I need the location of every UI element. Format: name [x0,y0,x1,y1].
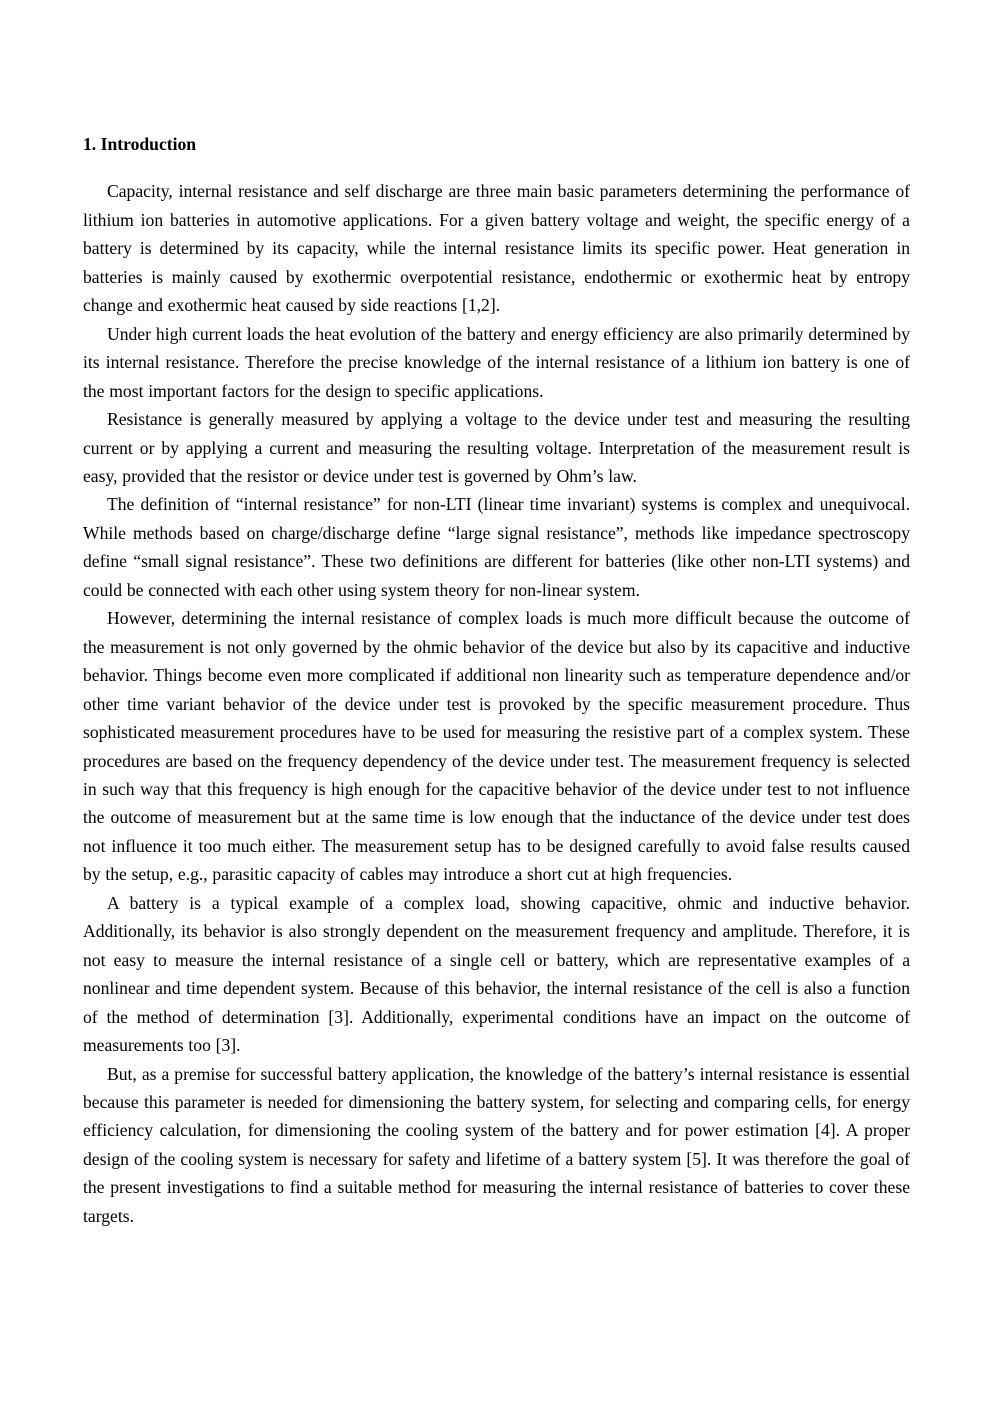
paragraph-capacity-parameters: Capacity, internal resistance and self discharge are three main basic parameters determining the performance of lithium ion batteries in automotive applications. For a given battery voltage and weight, the specific energy of a battery is determined by its capacity, while the internal resistance limits its specific power. Heat generation in batteries is mainly caused by exothermic overpotential resistance, endothermic or exothermic heat by entropy change and exothermic heat caused by side reactions [1,2]. [83,181,910,316]
paragraph-resistance-measurement: Resistance is generally measured by applying a voltage to the device under test and measuring the resulting current or by applying a current and measuring the resulting voltage. Interpretation of the measurement result is easy, provided that the resistor or device under test is governed by Ohm’s law. [83,409,910,486]
paragraph-heat-evolution: Under high current loads the heat evolution of the battery and energy efficiency are also primarily determined by its internal resistance. Therefore the precise knowledge of the internal resistance of a lithium ion battery is one of the most important factors for the design to specific applications. [83,323,910,401]
paragraph-internal-resistance-definition: The definition of “internal resistance” for non-LTI (linear time invariant) systems is complex and unequivocal. While methods based on charge/discharge define “large signal resistance”, methods like impedance spectroscopy define “small signal resistance”. These two definitions are different for batteries (like other non-LTI systems) and could be connected with each other using system theory for non-linear system. [83,494,910,600]
paragraph-premise-battery-application: But, as a premise for successful battery application, the knowledge of the battery’s internal resistance is essential because this parameter is needed for dimensioning the battery system, for selecting and comparing cells, for energy efficiency calculation, for dimensioning the cooling system of the battery and for power estimation [4]. A proper design of the cooling system is necessary for safety and lifetime of a battery system [5]. It was therefore the goal of the present investigations to find a suitable method for measuring the internal resistance of batteries to cover these targets. [83,1063,910,1226]
section-heading: 1. Introduction [83,134,197,154]
paragraph-complex-loads: However, determining the internal resistance of complex loads is much more difficult because the outcome of the measurement is not only governed by the ohmic behavior of the device but also by its capacitive and inductive behavior. Things become even more complicated if additional non linearity such as temperature dependence and/or other time variant behavior of the device under test is provoked by the specific measurement procedure. Thus sophisticated measurement procedures have to be used for measuring the resistive part of a complex system. These procedures are based on the frequency dependency of the device under test. The measurement frequency is selected in such way that this frequency is high enough for the capacitive behavior of the device under test to not influence the outcome of measurement but at the same time is low enough that the inductance of the device under test does not influence it too much either. The measurement setup has to be designed carefully to avoid false results caused by the setup, e.g., parasitic capacity of cables may introduce a short cut at high frequencies. [83,608,910,885]
paragraph-battery-complex-load: A battery is a typical example of a complex load, showing capacitive, ohmic and inductive behavior. Additionally, its behavior is also strongly dependent on the measurement frequency and amplitude. Therefore, it is not easy to measure the internal resistance of a single cell or battery, which are representative examples of a nonlinear and time dependent system. Because of this behavior, the internal resistance of the cell is also a function of the method of determination [3]. Additionally, experimental conditions have an impact on the outcome of measurements too [3]. [83,892,910,1056]
